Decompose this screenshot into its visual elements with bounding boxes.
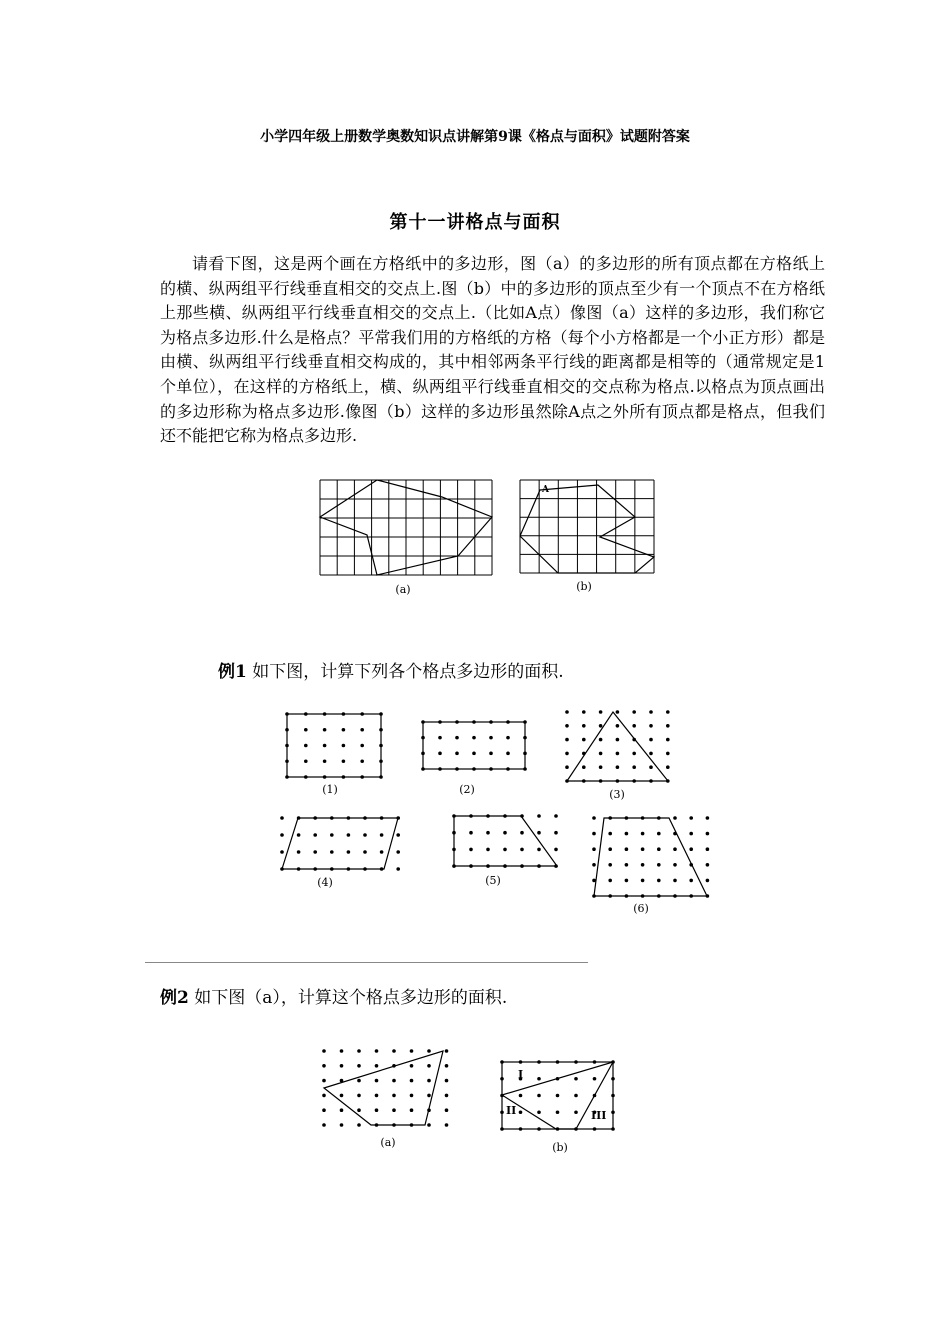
lattice-dot xyxy=(503,848,507,852)
lattice-dot xyxy=(565,752,569,756)
lattice-dot xyxy=(503,831,507,835)
lattice-dot xyxy=(380,850,384,854)
dot-grid-5 xyxy=(452,814,558,868)
lattice-dot xyxy=(410,1049,414,1053)
lattice-dot xyxy=(641,863,645,867)
intro-text: 请看下图，这是两个画在方格纸中的多边形，图（a）的多边形的所有顶点都在方格纸上的横、纵两组平行线垂直相交的交点上.图（b）中的多边形的顶点至少有一个顶点不在方格纸上那些横、纵两组平行线垂直相交的交点上.（比如A点）像图（a）这样的多边形，我们称它为格点多边形.什么是格点？平常我们用的方格纸的方格（每个小方格都是一个小正方形）都是由横、纵两组平行线垂直相交构成的，其中相邻两条平行线的距离都是相等的（通常规定是1个单位），在这样的方格纸上，横、纵两组平行线垂直相交的交点称为格点.以格点为顶点画出的多边形称为格点多边形.像图（b）这样的多边形虽然除A点之外所有顶点都是格点，但我们还不能把它称为格点多边形. xyxy=(160,254,825,446)
figure5-trapezoid xyxy=(454,816,557,866)
lattice-dot xyxy=(537,814,541,818)
lattice-dot xyxy=(340,1094,344,1098)
lattice-dot xyxy=(625,847,629,851)
lattice-dot xyxy=(666,752,670,756)
lattice-dot xyxy=(322,1064,326,1068)
lattice-dot xyxy=(574,1077,578,1081)
lattice-dot xyxy=(599,738,603,742)
lattice-dot xyxy=(357,1049,361,1053)
lattice-dot xyxy=(632,710,636,714)
lattice-dot xyxy=(641,879,645,883)
lattice-dot xyxy=(537,848,541,852)
intro-paragraph xyxy=(160,252,825,449)
lattice-dot xyxy=(375,1049,379,1053)
figure2-rectangle xyxy=(423,722,525,769)
lattice-dot xyxy=(427,1049,431,1053)
lattice-dot xyxy=(582,765,586,769)
lattice-dot xyxy=(706,847,710,851)
lattice-dot xyxy=(360,728,364,732)
lattice-dot xyxy=(520,848,524,852)
lattice-dot xyxy=(410,1064,414,1068)
lattice-dot xyxy=(608,832,612,836)
dot-grid-4 xyxy=(280,816,400,871)
lattice-dot xyxy=(357,1123,361,1127)
lattice-dot xyxy=(673,816,677,820)
lattice-dot xyxy=(322,1079,326,1083)
lattice-dot xyxy=(342,728,346,732)
lattice-dot xyxy=(616,710,620,714)
lattice-dot xyxy=(625,879,629,883)
lattice-dot xyxy=(445,1064,449,1068)
lattice-dot xyxy=(657,847,661,851)
lattice-dot xyxy=(304,759,308,763)
lattice-dot xyxy=(689,832,693,836)
lattice-dot xyxy=(649,765,653,769)
lattice-dot xyxy=(322,1108,326,1112)
lattice-dot xyxy=(565,710,569,714)
point-a-label: A xyxy=(542,485,549,495)
lattice-dot xyxy=(357,1079,361,1083)
example2-caption-b: (b) xyxy=(552,1141,568,1154)
dot-grid-1 xyxy=(285,712,383,779)
lattice-dot xyxy=(593,1077,597,1081)
lattice-dot xyxy=(706,863,710,867)
figure6-trapezoid xyxy=(594,818,707,896)
example2-figures xyxy=(318,1045,638,1160)
lattice-dot xyxy=(519,1110,523,1114)
lattice-dot xyxy=(616,724,620,728)
lattice-dot xyxy=(280,850,284,854)
lattice-dot xyxy=(375,1108,379,1112)
example1-text: 如下图，计算下列各个格点多边形的面积. xyxy=(252,662,564,682)
lattice-dot xyxy=(599,710,603,714)
lattice-dot xyxy=(673,847,677,851)
lattice-dot xyxy=(666,765,670,769)
example1-label: 例1 xyxy=(218,662,247,682)
lattice-dot xyxy=(673,879,677,883)
lattice-dot xyxy=(427,1123,431,1127)
grid-figure-a xyxy=(320,480,495,600)
lattice-dot xyxy=(537,1110,541,1114)
example2-label: 例2 xyxy=(160,988,189,1008)
document-title: 小学四年级上册数学奥数知识点讲解第9课《格点与面积》试题附答案 xyxy=(260,129,690,145)
lattice-dot xyxy=(537,1094,541,1098)
lattice-dot xyxy=(537,1077,541,1081)
lattice-dot xyxy=(565,724,569,728)
lattice-dot xyxy=(280,833,284,837)
dot-grid-7 xyxy=(322,1049,448,1127)
lattice-dot xyxy=(592,816,596,820)
figure-a-caption: (a) xyxy=(395,583,411,596)
lattice-dot xyxy=(582,724,586,728)
lattice-dot xyxy=(599,765,603,769)
lattice-dot xyxy=(649,710,653,714)
lattice-dot xyxy=(410,1094,414,1098)
lattice-dot xyxy=(554,848,558,852)
lattice-dot xyxy=(445,1049,449,1053)
figure-b-caption: (b) xyxy=(576,580,592,593)
lattice-dot xyxy=(438,736,442,740)
lattice-dot xyxy=(599,752,603,756)
lattice-dot xyxy=(469,848,473,852)
lattice-dot xyxy=(592,847,596,851)
lattice-dot xyxy=(427,1094,431,1098)
lattice-dot xyxy=(616,765,620,769)
lattice-dot xyxy=(472,736,476,740)
lattice-dot xyxy=(706,879,710,883)
caption-1: (1) xyxy=(322,783,338,796)
lattice-dot xyxy=(340,1108,344,1112)
lattice-dot xyxy=(427,1064,431,1068)
lattice-dot xyxy=(280,816,284,820)
lattice-dot xyxy=(323,744,327,748)
figure4-parallelogram xyxy=(282,818,398,869)
lattice-dot xyxy=(649,738,653,742)
lattice-dot xyxy=(657,832,661,836)
lattice-dot xyxy=(340,1123,344,1127)
lattice-dot xyxy=(554,831,558,835)
figure1-rectangle xyxy=(287,714,381,777)
section-divider xyxy=(145,962,588,963)
lattice-dot xyxy=(340,1064,344,1068)
lattice-dot xyxy=(582,738,586,742)
lattice-dot xyxy=(392,1049,396,1053)
lattice-dot xyxy=(455,752,459,756)
region-label-1: I xyxy=(518,1068,524,1081)
lattice-dot xyxy=(445,1079,449,1083)
lattice-dot xyxy=(472,752,476,756)
lattice-dot xyxy=(340,1049,344,1053)
lattice-dot xyxy=(375,1064,379,1068)
lattice-dot xyxy=(706,816,710,820)
lattice-dot xyxy=(323,728,327,732)
lattice-dot xyxy=(632,765,636,769)
lattice-dot xyxy=(641,832,645,836)
lattice-dot xyxy=(537,831,541,835)
lattice-dot xyxy=(519,1094,523,1098)
lattice-dot xyxy=(556,1110,560,1114)
lattice-dot xyxy=(520,831,524,835)
lattice-dot xyxy=(438,752,442,756)
lattice-dot xyxy=(392,1094,396,1098)
grid-figure-b xyxy=(520,480,657,600)
lattice-dot xyxy=(347,850,351,854)
lattice-dot xyxy=(360,744,364,748)
lattice-dot xyxy=(330,833,334,837)
lattice-dot xyxy=(574,1094,578,1098)
lattice-dot xyxy=(657,879,661,883)
lattice-dot xyxy=(445,1094,449,1098)
lattice-dot xyxy=(357,1108,361,1112)
lattice-dot xyxy=(506,752,510,756)
lattice-dot xyxy=(625,832,629,836)
lattice-dot xyxy=(360,759,364,763)
lattice-dot xyxy=(347,833,351,837)
lattice-dot xyxy=(297,850,301,854)
lattice-dot xyxy=(392,1108,396,1112)
lattice-dot xyxy=(445,1123,449,1127)
lattice-dot xyxy=(574,1110,578,1114)
lattice-dot xyxy=(392,1079,396,1083)
lattice-dot xyxy=(323,759,327,763)
lattice-dot xyxy=(608,879,612,883)
caption-5: (5) xyxy=(485,874,501,887)
lattice-dot xyxy=(375,1079,379,1083)
lattice-dot xyxy=(486,848,490,852)
caption-6: (6) xyxy=(633,902,649,915)
lattice-dot xyxy=(592,863,596,867)
lattice-dot xyxy=(706,832,710,836)
caption-2: (2) xyxy=(459,783,475,796)
region-label-2: II xyxy=(506,1104,517,1117)
lattice-dot xyxy=(632,724,636,728)
lattice-dot xyxy=(666,710,670,714)
lattice-dot xyxy=(342,744,346,748)
lattice-dot xyxy=(666,724,670,728)
lattice-dot xyxy=(554,814,558,818)
lattice-dot xyxy=(396,833,400,837)
lattice-dot xyxy=(565,765,569,769)
lattice-dot xyxy=(469,831,473,835)
example2-polygon-a xyxy=(324,1051,443,1125)
dot-grid-6 xyxy=(592,816,709,898)
example2-caption-a: (a) xyxy=(380,1136,396,1149)
lattice-dot xyxy=(625,863,629,867)
example1-figures xyxy=(265,700,725,920)
lattice-dot xyxy=(342,759,346,763)
lattice-dot xyxy=(357,1064,361,1068)
lattice-dot xyxy=(489,736,493,740)
lattice-dot xyxy=(396,850,400,854)
grid-lines-b xyxy=(520,480,654,573)
region-label-3: III xyxy=(591,1109,607,1122)
dot-grid-2 xyxy=(421,720,527,771)
lattice-dot xyxy=(330,850,334,854)
example2-text: 如下图（a），计算这个格点多边形的面积. xyxy=(194,988,508,1008)
lattice-dot xyxy=(556,1094,560,1098)
lattice-dot xyxy=(427,1079,431,1083)
lattice-dot xyxy=(445,1108,449,1112)
lattice-dot xyxy=(599,724,603,728)
lattice-dot xyxy=(506,736,510,740)
lattice-dot xyxy=(608,863,612,867)
lattice-dot xyxy=(304,744,308,748)
lattice-dot xyxy=(455,736,459,740)
lattice-dot xyxy=(410,1108,414,1112)
lattice-dot xyxy=(565,738,569,742)
lattice-dot xyxy=(410,1079,414,1083)
lattice-dot xyxy=(313,850,317,854)
figure3-triangle xyxy=(567,712,668,781)
caption-3: (3) xyxy=(609,788,625,801)
lattice-dot xyxy=(297,833,301,837)
lattice-dot xyxy=(396,867,400,871)
lattice-dot xyxy=(582,710,586,714)
lattice-dot xyxy=(322,1094,326,1098)
lattice-dot xyxy=(489,752,493,756)
lattice-dot xyxy=(616,738,620,742)
dot-grid-3 xyxy=(565,710,669,783)
lattice-dot xyxy=(304,728,308,732)
lattice-dot xyxy=(689,879,693,883)
lattice-dot xyxy=(689,847,693,851)
lattice-dot xyxy=(673,863,677,867)
lattice-dot xyxy=(313,833,317,837)
lecture-title: 第十一讲格点与面积 xyxy=(389,212,561,233)
lattice-dot xyxy=(632,752,636,756)
lattice-dot xyxy=(657,863,661,867)
lattice-dot xyxy=(322,1049,326,1053)
lattice-dot xyxy=(608,847,612,851)
lattice-dot xyxy=(641,847,645,851)
lattice-dot xyxy=(363,850,367,854)
lattice-dot xyxy=(322,1123,326,1127)
lattice-dot xyxy=(363,833,367,837)
lattice-dot xyxy=(380,833,384,837)
lattice-dot xyxy=(357,1094,361,1098)
example2-heading xyxy=(160,983,507,1008)
lattice-dot xyxy=(649,724,653,728)
lattice-dot xyxy=(375,1094,379,1098)
lattice-dot xyxy=(486,831,490,835)
lattice-dot xyxy=(689,816,693,820)
lattice-dot xyxy=(592,832,596,836)
lattice-dot xyxy=(666,738,670,742)
example1-heading xyxy=(218,657,564,682)
lattice-dot xyxy=(616,752,620,756)
caption-4: (4) xyxy=(317,876,333,889)
lattice-dot xyxy=(649,752,653,756)
